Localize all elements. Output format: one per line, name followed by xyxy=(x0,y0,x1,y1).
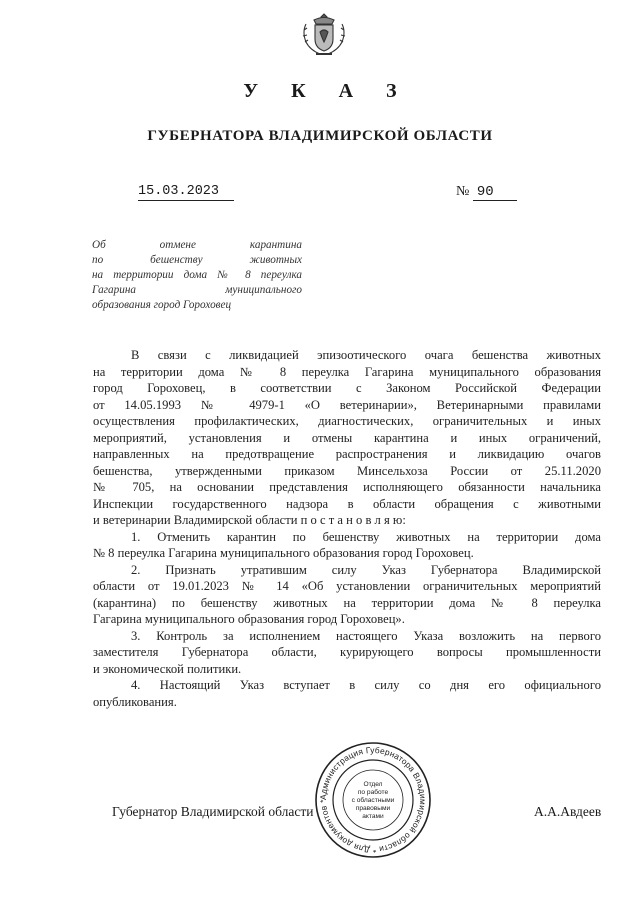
paragraph-line: осуществления профилактических, диагностических, ограничительных и иных xyxy=(93,414,601,428)
number-value: 90 xyxy=(473,184,517,201)
paragraph-line: области от 19.01.2023 № 14 «Об установлении ограничительных мероприятий xyxy=(93,579,601,593)
paragraph-line: и ветеринарии Владимирской области п о с т а н о в л я ю: xyxy=(93,513,406,527)
paragraph-line: 3. Контроль за исполнением настоящего Указа возложить на первого xyxy=(131,628,601,643)
signatory-title: Губернатор Владимирской области xyxy=(112,804,314,819)
paragraph xyxy=(93,529,601,562)
document-title: У К А З xyxy=(243,80,411,102)
paragraph-line: бешенства, утвержденными приказом Минсельхоза России от 25.11.2020 xyxy=(93,463,601,478)
paragraph xyxy=(93,628,601,678)
stamp-center-line: актами xyxy=(362,813,384,820)
paragraph-line: Инспекции государственного надзора в области обращения с животными xyxy=(93,496,601,511)
document-subtitle: ГУБЕРНАТОРА ВЛАДИМИРСКОЙ ОБЛАСТИ xyxy=(147,128,493,144)
paragraph-line: от 14.05.1993 № 4979-1 «О ветеринарии», Ветеринарными правилами xyxy=(93,397,601,412)
paragraph-line: 4. Настоящий Указ вступает в силу со дня его официального xyxy=(131,678,601,692)
paragraph-line: № 8 переулка Гагарина муниципального образования город Гороховец. xyxy=(93,546,474,560)
paragraph-line: на территории дома № 8 переулка Гагарина муниципального образования xyxy=(93,364,601,379)
paragraph-line: мероприятий, установления и отмены карантина и иных ограничений, xyxy=(93,430,601,445)
paragraph xyxy=(93,677,601,710)
paragraph-line: город Гороховец, в соответствии с Законом Российской Федерации xyxy=(93,381,601,395)
number-sign: № xyxy=(456,184,470,199)
coat-of-arms-icon xyxy=(298,10,350,60)
stamp-center-line: по работе xyxy=(357,789,389,796)
stamp-ring-text: Администрация Губернатора Владимирской области * Для документов * xyxy=(317,744,429,856)
paragraph xyxy=(93,562,601,628)
paragraph-line: заместителя Губернатора области, курирующего вопросы промышленности xyxy=(93,645,601,659)
paragraph-line: 2. Признать утратившим силу Указ Губернатора Владимирской xyxy=(131,562,601,577)
subject-line: Об отмене карантина xyxy=(92,239,302,251)
stamp-center-line: правовыми xyxy=(355,805,391,812)
signatory-name: А.А.Авдеев xyxy=(534,804,602,819)
paragraph-line: № 705, на основании представления исполняющего обязанности начальника xyxy=(93,480,601,494)
subject-line: на территории дома № 8 переулка xyxy=(92,269,302,281)
subject-block xyxy=(92,238,302,313)
document-date: 15.03.2023 xyxy=(138,184,234,201)
paragraph-line: и экономической политики. xyxy=(93,661,242,676)
paragraph-line: 1. Отменить карантин по бешенству животных на территории дома xyxy=(131,529,601,544)
official-stamp xyxy=(313,740,433,860)
stamp-center-line: с областными xyxy=(351,797,395,804)
subject-line: по бешенству животных xyxy=(92,254,302,266)
paragraph-line: В связи с ликвидацией эпизоотического очага бешенства животных xyxy=(131,348,601,362)
paragraph-line: направленных на предотвращение распространения и ликвидацию очагов xyxy=(93,447,601,461)
paragraph-line: опубликования. xyxy=(93,694,177,709)
stamp-center-line: Отдел xyxy=(363,781,383,788)
paragraph xyxy=(93,347,601,529)
document-body xyxy=(93,347,601,710)
paragraph-line: (карантина) по бешенству животных на территории дома № 8 переулка xyxy=(93,595,601,610)
subject-line: Гагарина муниципального xyxy=(92,284,302,296)
subject-line: образования город Гороховец xyxy=(92,299,232,311)
paragraph-line: Гагарина муниципального образования город Гороховец». xyxy=(93,612,405,626)
document-number xyxy=(456,184,517,201)
